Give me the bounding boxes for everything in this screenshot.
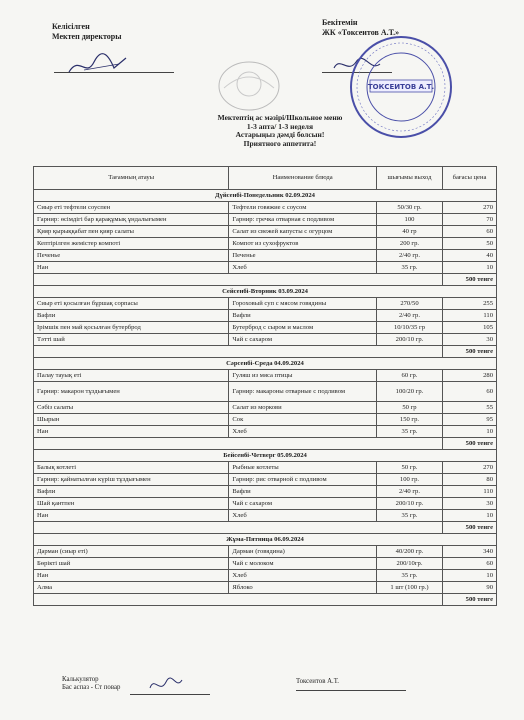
table-row: [34, 558, 497, 570]
day-total-row: [34, 522, 497, 534]
dish-name-kz: Вафли: [34, 310, 229, 322]
dish-name-kz: Нан: [34, 262, 229, 274]
footer-right-name: Токсеитов А.Т.: [296, 678, 339, 685]
price: 110: [443, 486, 497, 498]
dish-name-ru: Хлеб: [229, 510, 377, 522]
price: 10: [443, 262, 497, 274]
dish-name-ru: Гарнир: рис отварной с подливом: [229, 474, 377, 486]
price: 80: [443, 474, 497, 486]
dish-name-ru: Бутерброд с сыром и маслом: [229, 322, 377, 334]
dish-name-ru: Чай с сахаром: [229, 334, 377, 346]
day-total-row: [34, 346, 497, 358]
price: 60: [443, 382, 497, 402]
table-header-row: [34, 167, 497, 190]
dish-name-kz: Бөрікті шай: [34, 558, 229, 570]
director-signature-icon: [64, 50, 134, 80]
dish-name-kz: Кептірілген жемістер компоті: [34, 238, 229, 250]
portion: 50 гр.: [376, 462, 442, 474]
dish-name-ru: Вафли: [229, 486, 377, 498]
table-row: [34, 226, 497, 238]
dish-name-ru: Салат из моркови: [229, 402, 377, 414]
table-row: [34, 402, 497, 414]
cook-signature-icon: [146, 674, 186, 696]
dish-name-kz: Тәтті шай: [34, 334, 229, 346]
dish-name-kz: Нан: [34, 510, 229, 522]
dish-name-ru: Тефтели говяжие с соусом: [229, 202, 377, 214]
table-row: [34, 298, 497, 310]
day-label: Жұма-Пятница 06.09.2024: [34, 534, 497, 546]
price: 105: [443, 322, 497, 334]
table-row: [34, 214, 497, 226]
portion: 1 шт (100 гр.): [376, 582, 442, 594]
dish-name-kz: Гарнир: қайнатылған күріш тұздығымен: [34, 474, 229, 486]
price: 30: [443, 334, 497, 346]
dish-name-ru: Вафли: [229, 310, 377, 322]
table-row: [34, 262, 497, 274]
table-row: [34, 486, 497, 498]
dish-name-ru: Рыбные котлеты: [229, 462, 377, 474]
dish-name-ru: Хлеб: [229, 262, 377, 274]
table-row: [34, 202, 497, 214]
portion: 150 гр.: [376, 414, 442, 426]
dish-name-kz: Балық котлеті: [34, 462, 229, 474]
dish-name-ru: Салат из свежей капусты с огурцом: [229, 226, 377, 238]
portion: 50 гр: [376, 402, 442, 414]
left-title: Келісілген: [52, 22, 90, 31]
portion: 100/20 гр.: [376, 382, 442, 402]
dish-name-kz: Шырын: [34, 414, 229, 426]
footer-left-line2: Бас аспаз - Ст повар: [62, 684, 121, 691]
total-spacer: [34, 522, 443, 534]
portion: 2/40 гр.: [376, 486, 442, 498]
stamp-text: ТОКСЕИТОВ А.Т.: [367, 83, 435, 91]
day-label: Сейсенбі-Вторник 03.09.2024: [34, 286, 497, 298]
dish-name-kz: Гарнир: макарон тұздығымен: [34, 382, 229, 402]
price: 70: [443, 214, 497, 226]
dish-name-kz: Нан: [34, 426, 229, 438]
dish-name-kz: Сәбіз салаты: [34, 402, 229, 414]
table-row: [34, 570, 497, 582]
menu-title-line2: 1-3 апта/ 1-3 неделя: [246, 121, 314, 131]
price: 10: [443, 510, 497, 522]
price: 340: [443, 546, 497, 558]
portion: 200/10гр.: [376, 558, 442, 570]
dish-name-ru: Гуляш из мяса птицы: [229, 370, 377, 382]
table-row: [34, 426, 497, 438]
dish-name-kz: Қияр қырыққабат пен қияр салаты: [34, 226, 229, 238]
header-price: бағасы цена: [443, 167, 497, 190]
dish-name-ru: Чай с молоком: [229, 558, 377, 570]
price: 60: [443, 558, 497, 570]
table-row: [34, 250, 497, 262]
dish-name-ru: Дарман (говядина): [229, 546, 377, 558]
total-spacer: [34, 438, 443, 450]
dish-name-ru: Сок: [229, 414, 377, 426]
day-total-row: [34, 438, 497, 450]
dish-name-ru: Хлеб: [229, 426, 377, 438]
price: 55: [443, 402, 497, 414]
day-total: 500 тенге: [443, 274, 497, 286]
left-role: Мектеп директоры: [52, 32, 122, 41]
table-row: [34, 238, 497, 250]
day-label: Дүйсенбі-Понедельник 02.09.2024: [34, 190, 497, 202]
approval-left: [52, 22, 121, 42]
total-spacer: [34, 274, 443, 286]
dish-name-ru: Хлеб: [229, 570, 377, 582]
table-row: [34, 414, 497, 426]
dish-name-ru: Гарнир: макароны отварные с подливом: [229, 382, 377, 402]
dish-name-ru: Гарнир: гречка отварная с подливом: [229, 214, 377, 226]
day-header-row: [34, 358, 497, 370]
dish-name-ru: Яблоко: [229, 582, 377, 594]
dish-name-ru: Чай с сахаром: [229, 498, 377, 510]
menu-table: [33, 166, 497, 606]
price: 110: [443, 310, 497, 322]
menu-title: [150, 114, 410, 148]
table-row: [34, 498, 497, 510]
portion: 40 гр: [376, 226, 442, 238]
portion: 270/50: [376, 298, 442, 310]
right-title: Бекітемін: [322, 18, 358, 27]
footer-left-line1: Калькулятор: [62, 676, 99, 683]
day-header-row: [34, 450, 497, 462]
day-header-row: [34, 534, 497, 546]
portion: 2/40 гр.: [376, 250, 442, 262]
portion: 35 гр.: [376, 426, 442, 438]
table-row: [34, 462, 497, 474]
table-row: [34, 582, 497, 594]
table-row: [34, 334, 497, 346]
dish-name-kz: Ірімшік пен май қосылған бутерброд: [34, 322, 229, 334]
price: 255: [443, 298, 497, 310]
dish-name-kz: Алма: [34, 582, 229, 594]
price: 30: [443, 498, 497, 510]
dish-name-kz: Сиыр еті тефтели соуспен: [34, 202, 229, 214]
portion: 200/10 гр.: [376, 498, 442, 510]
table-row: [34, 474, 497, 486]
menu-title-line4: Приятного аппетита!: [243, 138, 317, 148]
price: 60: [443, 226, 497, 238]
portion: 10/10/35 гр: [376, 322, 442, 334]
price: 95: [443, 414, 497, 426]
state-emblem-icon: [214, 58, 284, 114]
day-label: Сәрсенбі-Среда 04.09.2024: [34, 358, 497, 370]
table-row: [34, 546, 497, 558]
header-kz-name: Тағамның атауы: [34, 167, 229, 190]
dish-name-kz: Дарман (сиыр еті): [34, 546, 229, 558]
price: 50: [443, 238, 497, 250]
price: 10: [443, 570, 497, 582]
table-row: [34, 322, 497, 334]
price: 40: [443, 250, 497, 262]
portion: 35 гр.: [376, 262, 442, 274]
portion: 100: [376, 214, 442, 226]
footer-right-line: [296, 690, 406, 691]
day-total: 500 тенге: [443, 346, 497, 358]
table-row: [34, 310, 497, 322]
table-row: [34, 510, 497, 522]
dish-name-ru: Гороховый суп с мясом говядины: [229, 298, 377, 310]
portion: 40/200 гр.: [376, 546, 442, 558]
portion: 100 гр.: [376, 474, 442, 486]
portion: 50/30 гр.: [376, 202, 442, 214]
dish-name-kz: Печенье: [34, 250, 229, 262]
footer-left: [62, 676, 120, 692]
menu-title-line1: Мектептің ас мәзірі/Школьное меню: [217, 113, 343, 122]
dish-name-kz: Вафли: [34, 486, 229, 498]
dish-name-kz: Нан: [34, 570, 229, 582]
dish-name-kz: Шай қантпен: [34, 498, 229, 510]
day-header-row: [34, 190, 497, 202]
day-label: Бейсенбі-Четверг 05.09.2024: [34, 450, 497, 462]
portion: 2/40 гр.: [376, 310, 442, 322]
price: 270: [443, 202, 497, 214]
portion: 35 гр.: [376, 570, 442, 582]
total-spacer: [34, 346, 443, 358]
menu-title-line3: Астарыңыз дәмді болсын!: [235, 130, 325, 139]
price: 280: [443, 370, 497, 382]
day-total: 500 тенге: [443, 438, 497, 450]
day-header-row: [34, 286, 497, 298]
portion: 60 гр.: [376, 370, 442, 382]
table-row: [34, 370, 497, 382]
day-total-row: [34, 274, 497, 286]
portion: 200 гр.: [376, 238, 442, 250]
day-total-row: [34, 594, 497, 606]
table-row: [34, 382, 497, 402]
day-total: 500 тенге: [443, 594, 497, 606]
dish-name-kz: Гарнир: өсімдігі бар қарақұмық ұндалығымен: [34, 214, 229, 226]
right-role: ЖК «Токсеитов А.Т.»: [322, 28, 400, 37]
dish-name-ru: Печенье: [229, 250, 377, 262]
price: 90: [443, 582, 497, 594]
portion: 200/10 гр.: [376, 334, 442, 346]
price: 10: [443, 426, 497, 438]
total-spacer: [34, 594, 443, 606]
dish-name-kz: Палау тауық еті: [34, 370, 229, 382]
dish-name-ru: Компот из сухофруктов: [229, 238, 377, 250]
portion: 35 гр.: [376, 510, 442, 522]
day-total: 500 тенге: [443, 522, 497, 534]
price: 270: [443, 462, 497, 474]
header-ru-name: Наименование блюда: [229, 167, 377, 190]
header-portion: шығымы выход: [376, 167, 442, 190]
dish-name-kz: Сиыр еті қосылған бұршақ сорпасы: [34, 298, 229, 310]
